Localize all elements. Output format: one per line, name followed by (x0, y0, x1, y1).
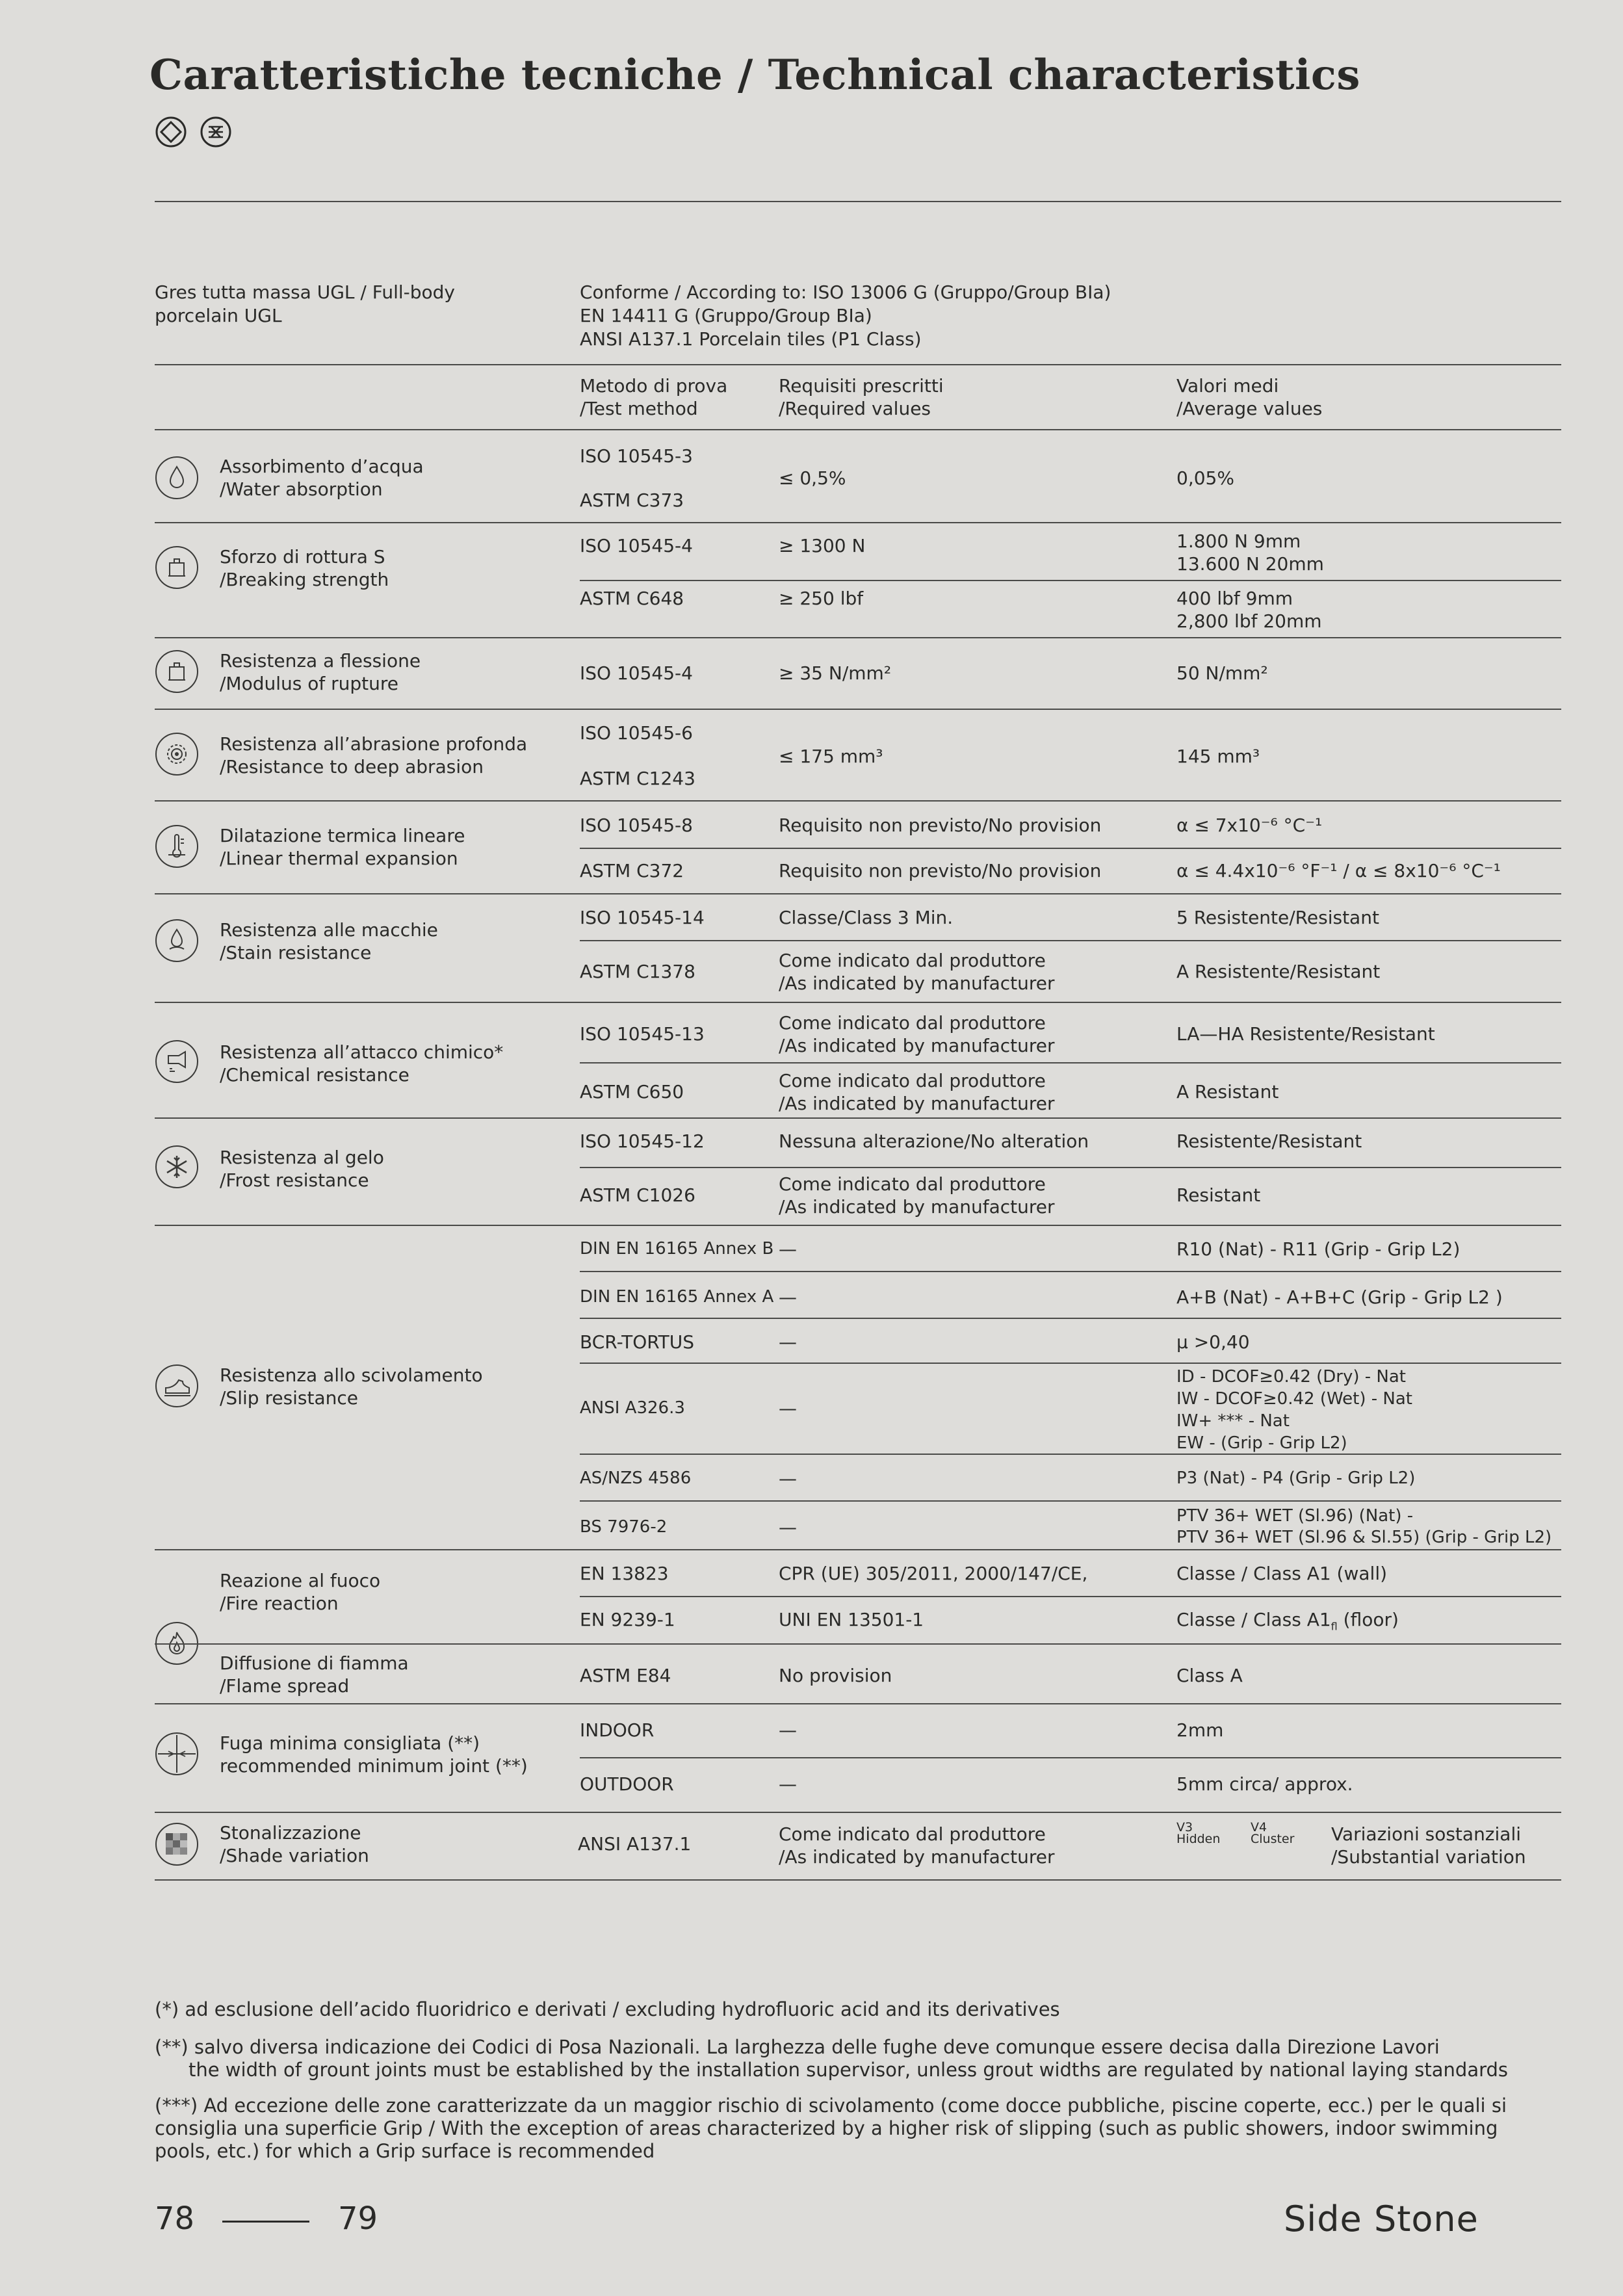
average-value: μ >0,40 (1176, 1331, 1250, 1353)
column-header-required-en: /Required values (779, 398, 931, 419)
required-value: Come indicato dal produttore (779, 1823, 1046, 1845)
required-value: — (779, 1398, 797, 1419)
column-header-method: Metodo di prova (580, 375, 728, 397)
average-value: P3 (Nat) - P4 (Grip - Grip L2) (1176, 1468, 1416, 1488)
test-method: ISO 10545-3 (580, 445, 693, 467)
row-divider (155, 1549, 1561, 1550)
average-value: IW - DCOF≥0.42 (Wet) - Nat (1176, 1389, 1412, 1409)
property-name-en: /Frost resistance (220, 1169, 369, 1191)
average-value: α ≤ 7x10⁻⁶ °C⁻¹ (1176, 815, 1323, 836)
row-divider (580, 1363, 1561, 1364)
average-value: 1.800 N 9mm (1176, 530, 1301, 552)
top-rule (155, 201, 1561, 202)
snowflake-icon (155, 1145, 198, 1188)
average-value: PTV 36+ WET (Sl.96 & Sl.55) (Grip - Grip L2) (1176, 1528, 1552, 1547)
required-value: — (779, 1719, 797, 1741)
page-number-left: 78 (155, 2200, 195, 2237)
table-header-top-rule (155, 364, 1561, 365)
row-divider (155, 1225, 1561, 1226)
weight-icon (155, 546, 198, 589)
property-name-en: /Resistance to deep abrasion (220, 756, 484, 777)
property-name-en: /Slip resistance (220, 1387, 359, 1409)
property-name: Stonalizzazione (220, 1822, 361, 1844)
row-divider (580, 1318, 1561, 1319)
required-value: Come indicato dal produttore (779, 1070, 1046, 1091)
brand-name: Side Stone (1284, 2198, 1479, 2239)
row-divider (155, 1812, 1561, 1813)
thermometer-icon (155, 825, 198, 868)
property-name: Resistenza all’attacco chimico* (220, 1041, 504, 1063)
property-name: Fuga minima consigliata (**) (220, 1732, 480, 1754)
row-divider (155, 800, 1561, 802)
average-value: α ≤ 4.4x10⁻⁶ °F⁻¹ / α ≤ 8x10⁻⁶ °C⁻¹ (1176, 860, 1501, 881)
test-method: ANSI A137.1 (578, 1833, 692, 1855)
test-method: ASTM C372 (580, 860, 684, 881)
test-method: OUTDOOR (580, 1773, 674, 1795)
property-name-en: /Linear thermal expansion (220, 848, 458, 869)
row-divider (155, 1643, 1561, 1645)
required-value: ≥ 250 lbf (779, 588, 864, 609)
row-divider (580, 1062, 1561, 1063)
required-value: No provision (779, 1665, 892, 1686)
average-value: EW - (Grip - Grip L2) (1176, 1433, 1347, 1453)
average-value: 13.600 N 20mm (1176, 553, 1324, 575)
test-method: DIN EN 16165 Annex B (580, 1239, 774, 1259)
test-method: ISO 10545-8 (580, 815, 693, 836)
shade-icon (155, 1823, 198, 1866)
required-value: — (779, 1331, 797, 1353)
test-method: BCR-TORTUS (580, 1331, 695, 1353)
diamond-tile-icon (155, 116, 187, 148)
average-value: 5mm circa/ approx. (1176, 1773, 1353, 1795)
weight-icon (155, 650, 198, 693)
floor-subscript: fl (1331, 1620, 1338, 1633)
row-divider (580, 1454, 1561, 1455)
shade-class-v3: V3 (1176, 1820, 1193, 1834)
property-name-en: /Fire reaction (220, 1593, 339, 1614)
test-method: ASTM C1243 (580, 768, 695, 789)
average-value: Resistant (1176, 1184, 1261, 1206)
row-divider (580, 940, 1561, 941)
property-name: Reazione al fuoco (220, 1570, 381, 1591)
property-name: Sforzo di rottura S (220, 546, 385, 567)
average-value: Classe / Class A1 (wall) (1176, 1563, 1388, 1584)
average-value: 50 N/mm² (1176, 662, 1268, 684)
test-method: ASTM C1026 (580, 1184, 695, 1206)
footnote-1: (*) ad esclusione dell’acido fluoridrico e derivati / excluding hydrofluoric acid and its derivatives (155, 1998, 1060, 2020)
row-divider (155, 1002, 1561, 1003)
required-value: Come indicato dal produttore (779, 1012, 1046, 1034)
row-divider (155, 522, 1561, 523)
property-name: Diffusione di fiamma (220, 1652, 409, 1674)
test-method: ISO 10545-6 (580, 722, 693, 744)
test-method: INDOOR (580, 1719, 655, 1741)
row-divider (155, 637, 1561, 638)
required-value: — (779, 1468, 797, 1489)
test-method: ASTM C650 (580, 1081, 684, 1102)
average-value: 400 lbf 9mm (1176, 588, 1293, 609)
property-name-en: /Chemical resistance (220, 1064, 409, 1086)
shade-description-en: /Substantial variation (1331, 1846, 1526, 1868)
average-value: 2mm (1176, 1719, 1224, 1741)
shade-class-v4-label: Cluster (1251, 1832, 1295, 1846)
page-title: Caratteristiche tecniche / Technical characteristics (149, 51, 1360, 99)
required-value: ≤ 175 mm³ (779, 746, 883, 767)
average-value: IW+ *** - Nat (1176, 1411, 1290, 1431)
shade-description: Variazioni sostanziali (1331, 1823, 1522, 1845)
test-method: ASTM C1378 (580, 961, 695, 982)
required-value: UNI EN 13501-1 (779, 1609, 924, 1630)
average-value: A+B (Nat) - A+B+C (Grip - Grip L2 ) (1176, 1286, 1503, 1308)
required-value: Classe/Class 3 Min. (779, 907, 954, 928)
chemical-icon (155, 1040, 198, 1083)
test-method: ASTM C373 (580, 489, 684, 511)
required-value: /As indicated by manufacturer (779, 972, 1055, 994)
row-divider (155, 429, 1561, 430)
row-divider (155, 709, 1561, 710)
required-value: ≥ 1300 N (779, 535, 866, 556)
required-value: — (779, 1238, 797, 1260)
row-divider (580, 1271, 1561, 1272)
required-value: — (779, 1517, 797, 1538)
required-value: CPR (UE) 305/2011, 2000/147/CE, (779, 1563, 1088, 1584)
average-value: Classe / Class $A1_{fl}$ (floor) (1176, 1609, 1399, 1633)
row-divider (580, 580, 1561, 581)
column-header-required: Requisiti prescritti (779, 375, 944, 397)
test-method: ASTM C648 (580, 588, 684, 609)
water-drop-icon (155, 456, 198, 499)
shoe-icon (155, 1364, 198, 1407)
test-method: ISO 10545-13 (580, 1023, 705, 1045)
average-value: 145 mm³ (1176, 746, 1260, 767)
footnote-2: (**) salvo diversa indicazione dei Codici di Posa Nazionali. La larghezza delle fughe deve comunque essere decisa dalla Direzione Lavori the width of grount joints must be established by the installation supervisor, unless grout widths are regulated by national laying standards (155, 2036, 1509, 2081)
column-header-average-en: /Average values (1176, 398, 1323, 419)
required-value: Come indicato dal produttore (779, 950, 1046, 971)
required-value: ≥ 35 N/mm² (779, 662, 892, 684)
property-name-en: /Stain resistance (220, 942, 372, 963)
column-header-method-en: /Test method (580, 398, 698, 419)
average-value: R10 (Nat) - R11 (Grip - Grip L2) (1176, 1238, 1461, 1260)
rectified-edge-icon (200, 116, 232, 148)
test-method: ANSI A326.3 (580, 1398, 685, 1418)
test-method: AS/NZS 4586 (580, 1468, 692, 1488)
page-divider (222, 2221, 309, 2223)
column-header-average: Valori medi (1176, 375, 1279, 397)
table-bottom-rule (155, 1879, 1561, 1881)
test-method: ISO 10545-4 (580, 535, 693, 556)
footnote-3: (***) Ad eccezione delle zone caratterizzate da un maggior rischio di scivolamento (come docce pubbliche, piscine coperte, ecc.) per le quali si consiglia una superficie Grip / With the exception of areas characterized by a higher risk of slipping (such as public showers, indoor swimming pools, etc.) for which a Grip surface is recommended (155, 2094, 1507, 2162)
required-value: ≤ 0,5% (779, 467, 846, 489)
property-name-en: /Flame spread (220, 1675, 350, 1697)
shade-class-v3-label: Hidden (1176, 1832, 1221, 1846)
row-divider (580, 1596, 1561, 1597)
required-value: — (779, 1773, 797, 1795)
average-value: LA—HA Resistente/Resistant (1176, 1023, 1435, 1045)
property-name: Resistenza a flessione (220, 650, 421, 672)
shade-class-v4: V4 (1251, 1820, 1267, 1834)
floor-suffix: (floor) (1337, 1609, 1399, 1630)
row-divider (580, 1167, 1561, 1168)
required-value: Come indicato dal produttore (779, 1173, 1046, 1195)
average-value: A Resistente/Resistant (1176, 961, 1381, 982)
average-value: Class A (1176, 1665, 1243, 1686)
row-divider (580, 848, 1561, 849)
property-name: Assorbimento d’acqua (220, 456, 424, 477)
required-value: Requisito non previsto/No provision (779, 860, 1102, 881)
required-value: Requisito non previsto/No provision (779, 815, 1102, 836)
row-divider (580, 1757, 1561, 1758)
stain-icon (155, 919, 198, 962)
average-value: Resistente/Resistant (1176, 1130, 1362, 1152)
average-value: PTV 36+ WET (Sl.96) (Nat) - (1176, 1506, 1414, 1526)
average-value: 5 Resistente/Resistant (1176, 907, 1379, 928)
required-value: /As indicated by manufacturer (779, 1196, 1055, 1218)
average-value: A Resistant (1176, 1081, 1279, 1102)
page-number-right: 79 (338, 2200, 378, 2237)
test-method: DIN EN 16165 Annex A (580, 1287, 774, 1307)
required-value: /As indicated by manufacturer (779, 1846, 1055, 1868)
required-value: /As indicated by manufacturer (779, 1035, 1055, 1056)
property-name-en: /Modulus of rupture (220, 673, 399, 694)
conformity-block: Conforme / According to: ISO 13006 G (Gruppo/Group BIa) EN 14411 G (Gruppo/Group BIa) ANSI A137.1 Porcelain tiles (P1 Class) (580, 281, 1111, 350)
property-name: Dilatazione termica lineare (220, 825, 465, 846)
joint-icon (155, 1732, 198, 1775)
test-method: ISO 10545-4 (580, 662, 693, 684)
abrasion-gear-icon (155, 733, 198, 776)
test-method: ASTM E84 (580, 1665, 671, 1686)
test-method: ISO 10545-14 (580, 907, 705, 928)
property-name-en: /Shade variation (220, 1845, 369, 1866)
row-divider (580, 1500, 1561, 1502)
required-value: /As indicated by manufacturer (779, 1093, 1055, 1114)
test-method: ISO 10545-12 (580, 1130, 705, 1152)
average-value: 0,05% (1176, 467, 1234, 489)
row-divider (155, 893, 1561, 894)
property-name-en: /Breaking strength (220, 569, 389, 590)
property-name-en: recommended minimum joint (**) (220, 1755, 528, 1777)
property-name: Resistenza allo scivolamento (220, 1364, 483, 1386)
property-name: Resistenza all’abrasione profonda (220, 733, 528, 755)
test-method: EN 9239-1 (580, 1609, 675, 1630)
property-name-en: /Water absorption (220, 478, 383, 500)
test-method: EN 13823 (580, 1563, 669, 1584)
average-value: ID - DCOF≥0.42 (Dry) - Nat (1176, 1367, 1407, 1387)
property-name: Resistenza alle macchie (220, 919, 438, 941)
average-value: 2,800 lbf 20mm (1176, 610, 1322, 632)
required-value: — (779, 1286, 797, 1308)
row-divider (155, 1703, 1561, 1704)
required-value: Nessuna alterazione/No alteration (779, 1130, 1089, 1152)
property-name: Resistenza al gelo (220, 1147, 384, 1168)
row-divider (155, 1117, 1561, 1119)
material-label: Gres tutta massa UGL / Full-body porcelain UGL (155, 281, 455, 326)
test-method: BS 7976-2 (580, 1517, 668, 1537)
